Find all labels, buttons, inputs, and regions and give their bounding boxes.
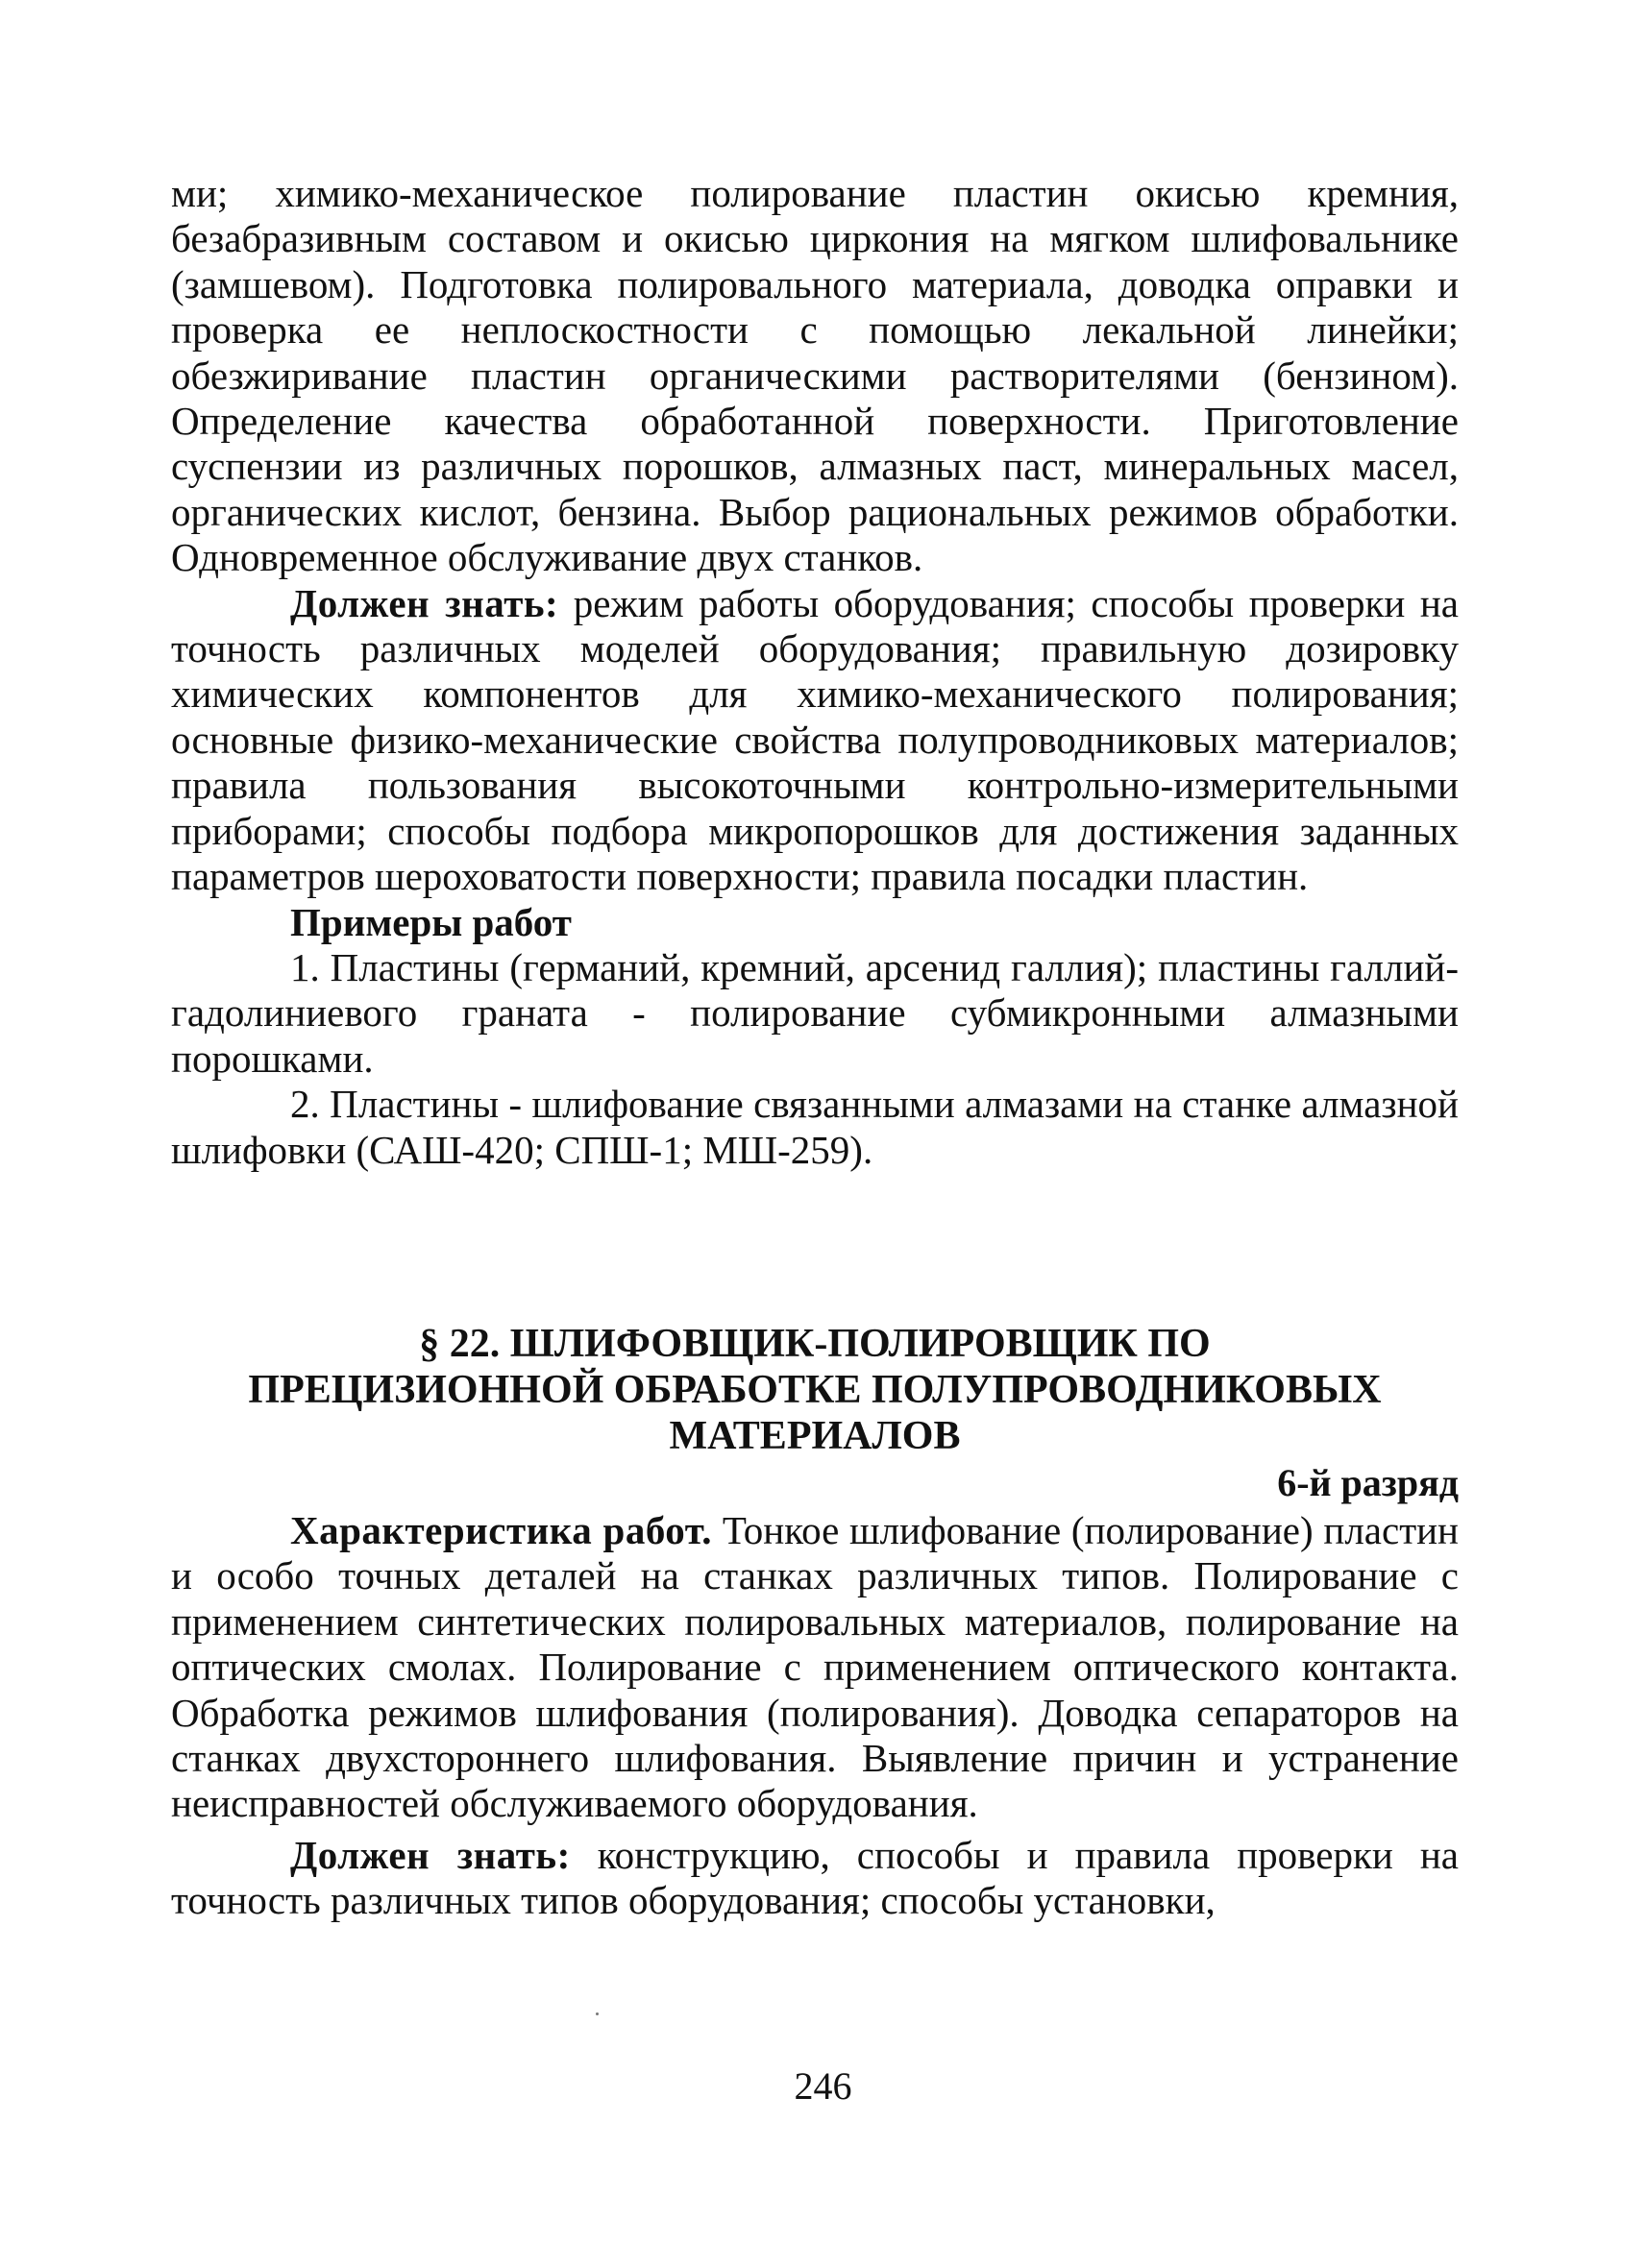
must-know-text: режим работы оборудования; способы проверки на точность различных моделей оборудования; правильную дозировку химических компонентов для химико-механического полирования; основные физико-механические свойства полупроводниковых материалов; правила пользования высокоточными контрольно-измерительными приборами; способы подбора микропорошков для достижения заданных параметров шероховатости поверхности; правила посадки пластин. xyxy=(171,580,1459,899)
characteristics-text: Тонкое шлифование (полирование) пластин и особо точных деталей на станках различных типов. Полирование с применением синтетических полировальных материалов, полирование на оптических смолах. Полирование с применением оптического контакта. Обработка режимов шлифования (полирования). Доводка сепараторов на станках двухстороннего шлифования. Выявление причин и устранение неисправностей обслуживаемого оборудования. xyxy=(171,1508,1459,1826)
grade-label: 6-й разряд xyxy=(1277,1461,1459,1504)
top-text-block xyxy=(171,171,1459,1173)
section-title-line-2: ПРЕЦИЗИОННОЙ ОБРАБОТКЕ ПОЛУПРОВОДНИКОВЫХ xyxy=(248,1368,1382,1412)
page-number: 246 xyxy=(794,2064,852,2108)
section-must-know-paragraph xyxy=(171,1833,1459,1924)
section-must-know-text: конструкцию, способы и правила проверки на точность различных типов оборудования; способы установки, xyxy=(171,1832,1459,1923)
must-know-label: Должен знать: xyxy=(290,580,559,625)
section-text-block xyxy=(171,1508,1459,1924)
section-must-know-label: Должен знать: xyxy=(290,1832,571,1877)
example-item-1: 1. Пластины (германий, кремний, арсенид галлия); пластины галлий-гадолиниевого граната - полирование субмикронными алмазными порошками. xyxy=(171,944,1459,1081)
must-know-paragraph xyxy=(171,581,1459,900)
scan-artifact-dot xyxy=(596,2012,599,2015)
continuation-paragraph: ми; химико-механическое полирование пластин окисью кремния, безабразивным составом и окисью циркония на мягком шлифовальнике (замшевом). Подготовка полировального материала, доводка оправки и проверка ее неплоскостности с помощью лекальной линейки; обезжиривание пластин органическими растворителями (бензином). Определение качества обработанной поверхности. Приготовление суспензии из различных порошков, алмазных паст, минеральных масел, органических кислот, бензина. Выбор рациональных режимов обработки. Одновременное обслуживание двух станков. xyxy=(171,171,1459,580)
section-title xyxy=(171,1321,1459,1459)
examples-heading: Примеры работ xyxy=(290,899,572,944)
section-title-line-3: МАТЕРИАЛОВ xyxy=(669,1414,961,1458)
characteristics-paragraph xyxy=(171,1508,1459,1827)
characteristics-label: Характеристика работ. xyxy=(290,1508,713,1552)
example-item-2: 2. Пластины - шлифование связанными алмазами на станке алмазной шлифовки (САШ-420; СПШ-1; МШ-259). xyxy=(171,1082,1459,1172)
section-title-line-1: § 22. ШЛИФОВЩИК-ПОЛИРОВЩИК ПО xyxy=(419,1322,1211,1366)
